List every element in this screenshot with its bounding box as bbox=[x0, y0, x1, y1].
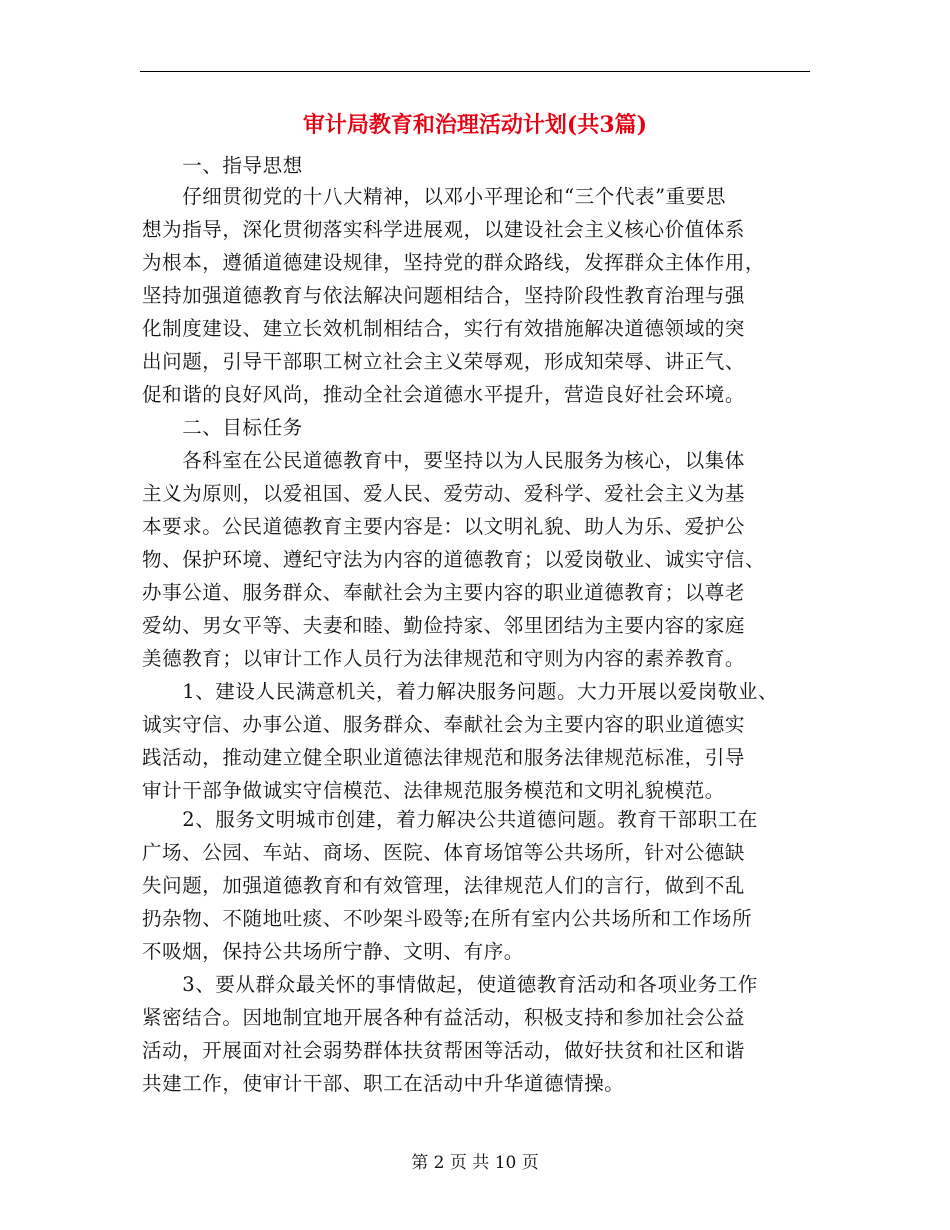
body-line: 仔细贯彻党的十八大精神，以邓小平理论和“三个代表”重要思 bbox=[142, 185, 726, 208]
body-line: 坚持加强道德教育与依法解决问题相结合，坚持阶段性教育治理与强 bbox=[142, 284, 746, 307]
body-line: 紧密结合。因地制宜地开展各种有益活动，积极支持和参加社会公益 bbox=[142, 1006, 746, 1029]
body-line: 化制度建设、建立长效机制相结合，实行有效措施解决道德领域的突 bbox=[142, 317, 746, 340]
body-line: 本要求。公民道德教育主要内容是：以文明礼貌、助人为乐、爱护公 bbox=[142, 515, 746, 538]
body-line: 主义为原则，以爱祖国、爱人民、爱劳动、爱科学、爱社会主义为基 bbox=[142, 482, 746, 505]
body-line: 失问题，加强道德教育和有效管理，法律规范人们的言行，做到不乱 bbox=[142, 874, 746, 897]
body-line: 扔杂物、不随地吐痰、不吵架斗殴等;在所有室内公共场所和工作场所 bbox=[142, 907, 753, 930]
header-rule bbox=[140, 71, 810, 72]
body-line: 1、建设人民满意机关，着力解决服务问题。大力开展以爱岗敬业、 bbox=[142, 680, 779, 703]
body-line: 活动，开展面对社会弱势群体扶贫帮困等活动，做好扶贫和社区和谐 bbox=[142, 1039, 746, 1062]
body-line: 美德教育；以审计工作人员行为法律规范和守则为内容的素养教育。 bbox=[142, 647, 746, 670]
body-line: 促和谐的良好风尚，推动全社会道德水平提升，营造良好社会环境。 bbox=[142, 383, 746, 406]
body-line: 诚实守信、办事公道、服务群众、奉献社会为主要内容的职业道德实 bbox=[142, 713, 746, 736]
body-line: 为根本，遵循道德建设规律，坚持党的群众路线，发挥群众主体作用， bbox=[142, 251, 766, 274]
body-line: 想为指导，深化贯彻落实科学进展观，以建设社会主义核心价值体系 bbox=[142, 218, 746, 241]
page-number-footer: 第 2 页 共 10 页 bbox=[411, 1153, 539, 1173]
body-line: 广场、公园、车站、商场、医院、体育场馆等公共场所，针对公德缺 bbox=[142, 841, 746, 864]
body-line: 审计干部争做诚实守信模范、法律规范服务模范和文明礼貌模范。 bbox=[142, 779, 725, 802]
body-line: 践活动，推动建立健全职业道德法律规范和服务法律规范标准，引导 bbox=[142, 746, 746, 769]
body-line: 3、要从群众最关怀的事情做起，使道德教育活动和各项业务工作 bbox=[142, 973, 759, 996]
body-line: 2、服务文明城市创建，着力解决公共道德问题。教育干部职工在 bbox=[142, 808, 759, 831]
body-line: 办事公道、服务群众、奉献社会为主要内容的职业道德教育；以尊老 bbox=[142, 581, 746, 604]
body-line: 各科室在公民道德教育中，要坚持以为人民服务为核心，以集体 bbox=[142, 449, 746, 472]
body-line: 不吸烟，保持公共场所宁静、文明、有序。 bbox=[142, 940, 524, 963]
heading-guiding-ideology: 一、指导思想 bbox=[142, 154, 303, 177]
body-line: 物、保护环境、遵纪守法为内容的道德教育；以爱岗敬业、诚实守信、 bbox=[142, 548, 766, 571]
heading-objectives: 二、目标任务 bbox=[142, 416, 303, 439]
body-line: 共建工作，使审计干部、职工在活动中升华道德情操。 bbox=[142, 1072, 625, 1095]
body-line: 出问题，引导干部职工树立社会主义荣辱观，形成知荣辱、讲正气、 bbox=[142, 350, 746, 373]
body-line: 爱幼、男女平等、夫妻和睦、勤俭持家、邻里团结为主要内容的家庭 bbox=[142, 614, 746, 637]
document-title: 审计局教育和治理活动计划(共3篇) bbox=[302, 112, 648, 138]
